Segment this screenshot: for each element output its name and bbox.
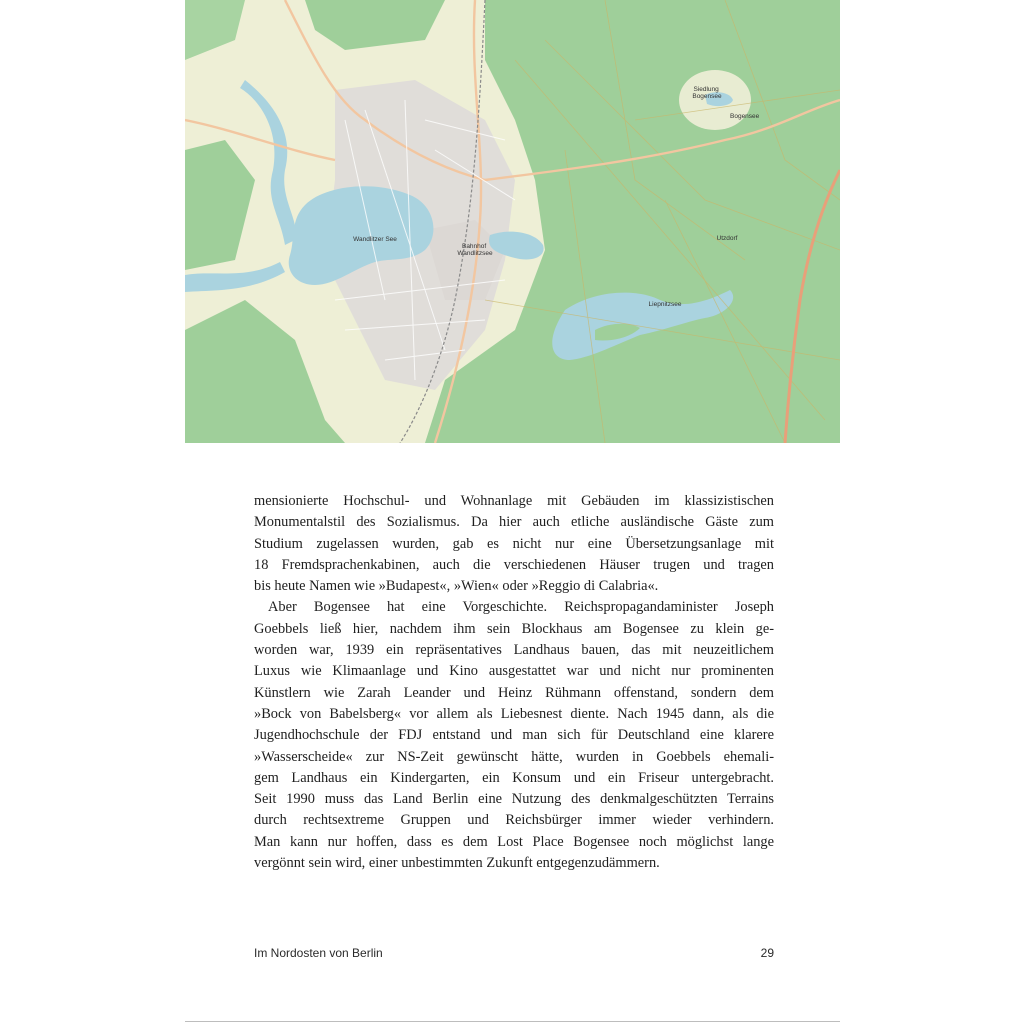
running-footer-section: Im Nordosten von Berlin	[254, 946, 383, 960]
body-text	[254, 491, 774, 874]
text-line: Aber Bogensee hat eine Vorgeschichte. Reichspropagandaminister Joseph	[268, 599, 774, 616]
text-line: Jugendhochschule der FDJ entstand und man sich für Deutschland eine klarere	[254, 727, 774, 744]
map-svg	[185, 0, 840, 443]
text-line: Goebbels ließ hier, nachdem ihm sein Blockhaus am Bogensee zu klein ge-	[254, 620, 774, 637]
label-wandlitzer-see: Wandlitzer See	[353, 236, 397, 243]
text-line: bis heute Namen wie »Budapest«, »Wien« oder »Reggio di Calabria«.	[254, 578, 659, 595]
text-line: Monumentalstil des Sozialismus. Da hier auch etliche ausländische Gäste zum	[254, 514, 774, 531]
text-line: vergönnt sein wird, einer unbestimmten Zukunft entgegenzudämmern.	[254, 855, 660, 872]
text-line: »Wasserscheide« zur NS-Zeit gewünscht hätte, wurden in Goebbels ehemali-	[254, 748, 774, 765]
text-line: 18 Fremdsprachenkabinen, auch die verschiedenen Häuser trugen und tragen	[254, 556, 774, 573]
text-line: Man kann nur hoffen, dass es dem Lost Place Bogensee noch möglichst lange	[254, 833, 774, 850]
label-bahnhof-wandlitzsee: Bahnhof Wandlitzsee	[457, 243, 493, 257]
text-line: gem Landhaus ein Kindergarten, ein Konsum und ein Friseur untergebracht.	[254, 769, 774, 786]
text-line: Seit 1990 muss das Land Berlin eine Nutzung des denkmalgeschützten Terrains	[254, 791, 774, 808]
map-image	[185, 0, 840, 443]
label-liepnitzsee: Liepnitzsee	[648, 301, 682, 308]
label-uetzdorf: Utzdorf	[716, 235, 738, 242]
text-line: Luxus wie Klimaanlage und Kino ausgestattet war und nicht nur prominenten	[254, 663, 774, 680]
text-line: durch rechtsextreme Gruppen und Reichsbürger immer wieder verhindern.	[254, 812, 774, 829]
text-line: Künstlern wie Zarah Leander und Heinz Rühmann offenstand, sondern dem	[254, 684, 774, 701]
text-line: Studium zugelassen wurden, gab es nicht nur eine Übersetzungsanlage mit	[254, 535, 774, 552]
page-number: 29	[760, 946, 774, 960]
text-line: worden war, 1939 ein repräsentatives Landhaus bauen, das mit neuzeitlichem	[254, 642, 774, 659]
text-line: »Bock von Babelsberg« vor allem als Liebesnest diente. Nach 1945 dann, als die	[254, 705, 774, 722]
label-bogensee: Bogensee	[730, 113, 760, 120]
label-siedlung-bogensee: Siedlung Bogensee	[692, 86, 722, 100]
text-line: mensionierte Hochschul- und Wohnanlage mit Gebäuden im klassizistischen	[254, 493, 774, 509]
bottom-rule	[185, 1021, 840, 1022]
